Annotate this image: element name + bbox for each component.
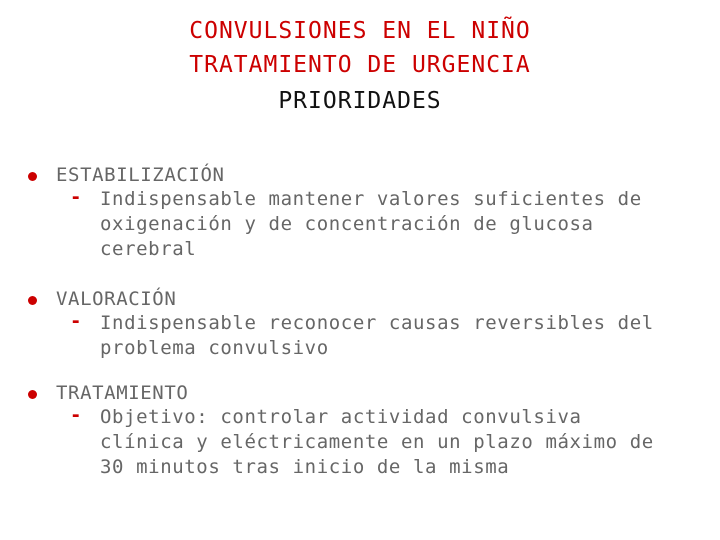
section-detail: Objetivo: controlar actividad convulsiva clínica y eléctricamente en un plazo máximo de 30 minutos tras inicio de la misma <box>100 406 654 478</box>
title-line-3: PRIORIDADES <box>278 88 442 114</box>
title-line-2: TRATAMIENTO DE URGENCIA <box>189 52 531 78</box>
title-line-1: CONVULSIONES EN EL NIÑO <box>189 18 531 44</box>
bullet-icon <box>28 296 37 305</box>
dash-icon: - <box>70 186 82 208</box>
section-detail: Indispensable reconocer causas reversibles del problema convulsivo <box>100 312 654 359</box>
dash-icon: - <box>70 310 82 332</box>
section-heading: TRATAMIENTO <box>56 382 189 404</box>
bullet-icon <box>28 172 37 181</box>
section-heading: ESTABILIZACIÓN <box>56 164 225 186</box>
section-heading: VALORACIÓN <box>56 288 177 310</box>
bullet-icon <box>28 390 37 399</box>
section-detail: Indispensable mantener valores suficientes de oxigenación y de concentración de glucosa cerebral <box>100 188 642 260</box>
dash-icon: - <box>70 404 82 426</box>
